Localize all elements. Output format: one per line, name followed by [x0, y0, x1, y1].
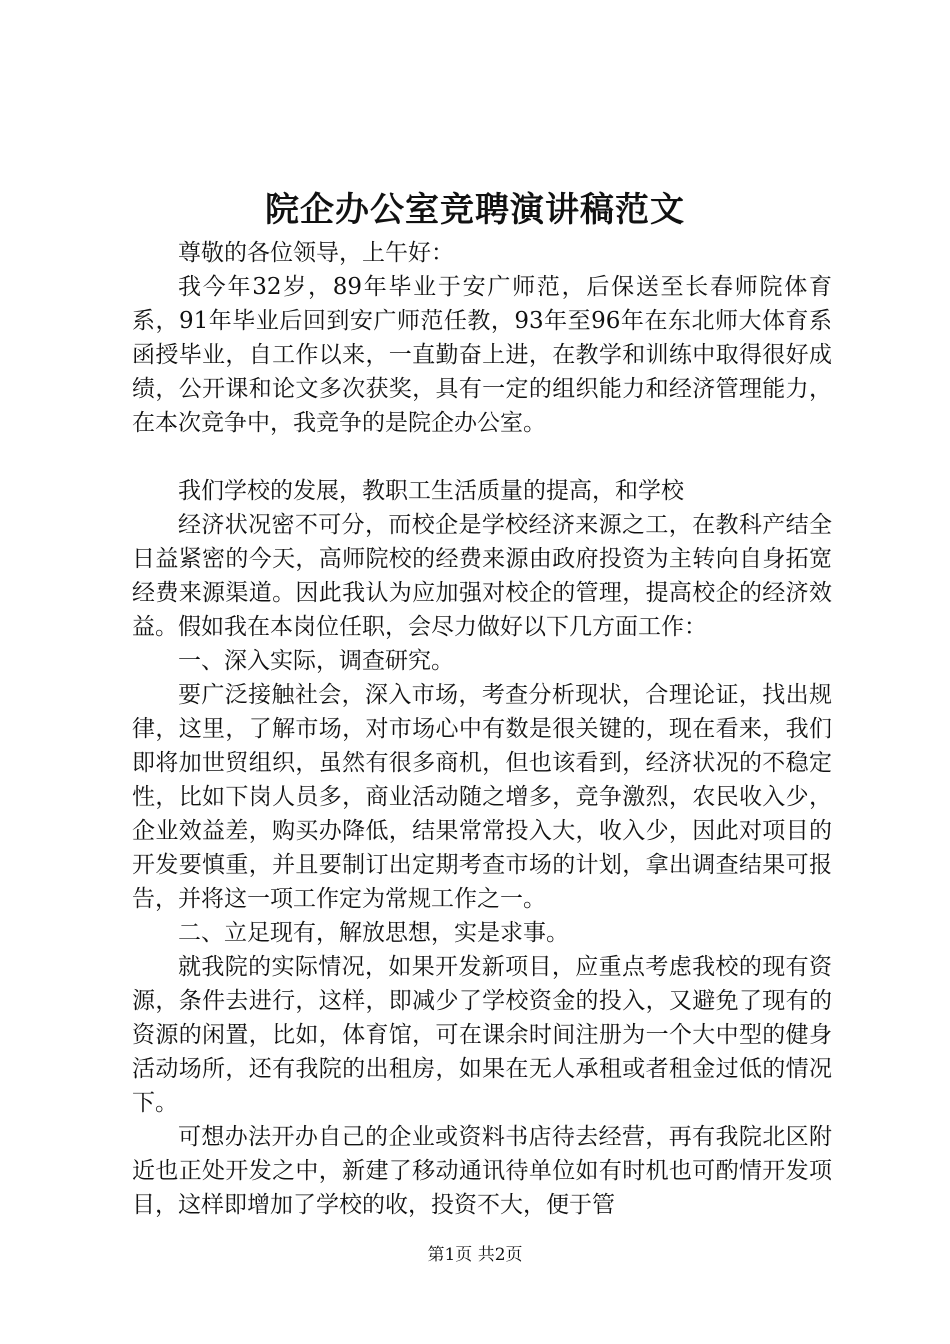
paragraph-greeting: 尊敬的各位领导，上午好： — [178, 240, 454, 266]
document-title: 院企办公室竞聘演讲稿范文 — [265, 190, 685, 230]
section-heading-2: 二、立足现有，解放思想，实是求事。 — [178, 920, 569, 946]
paragraph-enterprise-economy: 经济状况密不可分，而校企是学校经济来源之工，在教科产结全日益紧密的今天，高师院校的经费来源由政府投资为主转向自身拓宽经费来源渠道。因此我认为应加强对校企的管理，提高校企的经济效益。假如我在本岗位任职，会尽力做好以下几方面工作： — [132, 512, 832, 640]
paragraph-market-research: 要广泛接触社会，深入市场，考查分析现状，合理论证，找出规律，这里，了解市场，对市场心中有数是很关键的，现在看来，我们即将加世贸组织，虽然有很多商机，但也该看到，经济状况的不稳定性，比如下岗人员多，商业活动随之增多，竞争激烈，农民收入少，企业效益差，购买办降低，结果常常投入大，收入少，因此对项目的开发要慎重，并且要制订出定期考查市场的计划，拿出调查结果可报告，并将这一项工作定为常规工作之一。 — [132, 682, 832, 912]
paragraph-self-introduction: 我今年32岁，89年毕业于安广师范，后保送至长春师院体育系，91年毕业后回到安广师范任教，93年至96年在东北师大体育系函授毕业，自工作以来，一直勤奋上进，在教学和训练中取得很好成绩，公开课和论文多次获奖，具有一定的组织能力和经济管理能力，在本次竞争中，我竞争的是院企办公室。 — [132, 274, 832, 436]
section-heading-1: 一、深入实际，调查研究。 — [178, 648, 454, 674]
document-body — [132, 236, 832, 1222]
paragraph-school-development: 我们学校的发展，教职工生活质量的提高，和学校 — [178, 478, 684, 504]
paragraph-existing-resources: 就我院的实际情况，如果开发新项目，应重点考虑我校的现有资源，条件去进行，这样，即减少了学校资金的投入，又避免了现有的资源的闲置，比如，体育馆，可在课余时间注册为一个大中型的健身活动场所，还有我院的出租房，如果在无人承租或者租金过低的情况下。 — [132, 954, 832, 1116]
page-number-footer: 第1页 共2页 — [427, 1245, 523, 1265]
paragraph-new-projects: 可想办法开办自己的企业或资料书店待去经营，再有我院北区附近也正处开发之中，新建了移动通讯待单位如有时机也可酌情开发项目，这样即增加了学校的收，投资不大，便于管 — [132, 1124, 832, 1218]
